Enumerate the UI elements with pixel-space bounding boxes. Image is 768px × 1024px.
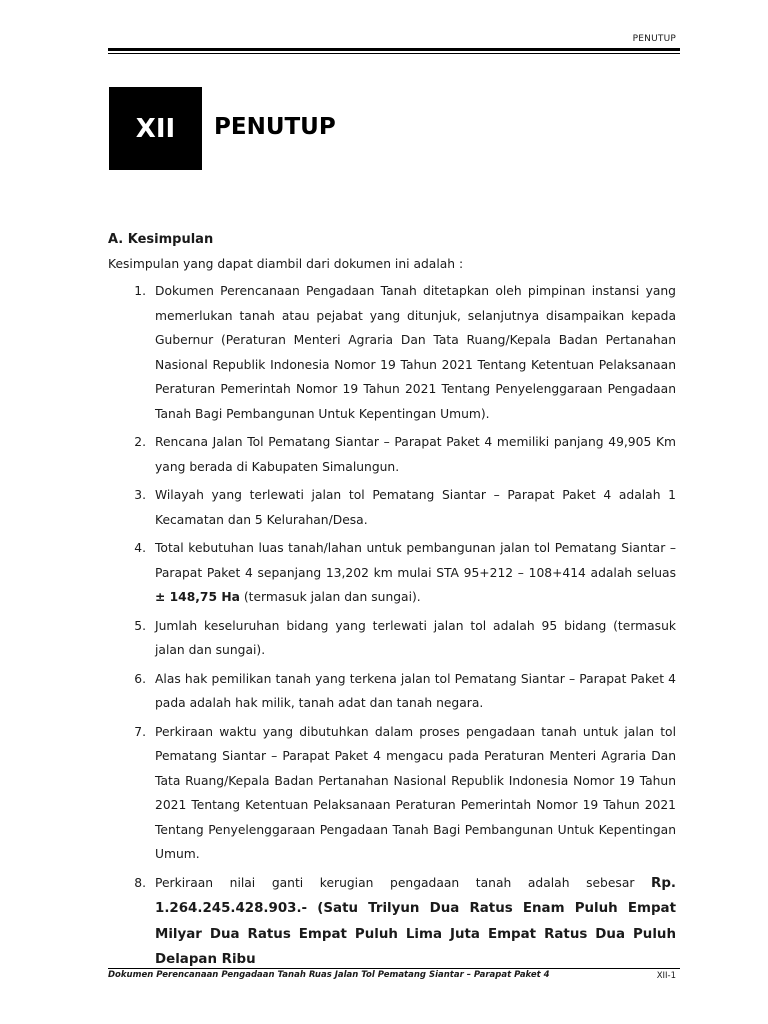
list-item-text: Dokumen Perencanaan Pengadaan Tanah ditetapkan oleh pimpinan instansi yang memerlukan tanah atau pejabat yang ditunjuk, selanjutnya disampaikan kepada Gubernur (Peraturan Menteri Agraria Dan Tata Ruang/Kepala Badan Pertanahan Nasional Republik Indonesia Nomor 19 Tahun 2021 Tentang Ketentuan Pelaksanaan Peraturan Pemerintah Nomor 19 Tahun 2021 Tentang Penyelenggaraan Pengadaan Tanah Bagi Pembangunan Untuk Kepentingan Umum).: [155, 284, 676, 421]
list-item-number: 1.: [134, 284, 146, 298]
list-item-text: Rencana Jalan Tol Pematang Siantar – Parapat Paket 4 memiliki panjang 49,905 Km yang berada di Kabupaten Simalungun.: [155, 435, 676, 474]
list-item: [108, 430, 676, 479]
header-label: PENUTUP: [632, 34, 676, 44]
list-item-number: 2.: [134, 435, 146, 449]
header-rule-thin: [108, 53, 680, 54]
list-item-text-part: Perkiraan nilai ganti kerugian pengadaan tanah adalah sebesar: [155, 875, 652, 890]
footer-document-title: Dokumen Perencanaan Pengadaan Tanah Ruas Jalan Tol Pematang Siantar – Parapat Paket 4: [108, 970, 550, 980]
section-intro: Kesimpulan yang dapat diambil dari dokumen ini adalah :: [108, 257, 464, 271]
chapter-number-box: [109, 87, 202, 170]
conclusion-list: [108, 279, 676, 977]
list-item-text: Jumlah keseluruhan bidang yang terlewati jalan tol adalah 95 bidang (termasuk jalan dan sungai).: [155, 618, 676, 657]
list-item: [108, 536, 676, 610]
section-heading: A. Kesimpulan: [108, 232, 214, 247]
list-item-number: 3.: [134, 488, 146, 502]
list-item-number: 5.: [134, 618, 146, 633]
list-item-text: [155, 871, 676, 973]
chapter-title: PENUTUP: [214, 114, 336, 140]
list-item-text: Wilayah yang terlewati jalan tol Pematang Siantar – Parapat Paket 4 adalah 1 Kecamatan dan 5 Kelurahan/Desa.: [155, 488, 676, 527]
list-item-number: 4.: [134, 541, 146, 555]
header-rule-thick: [108, 48, 680, 51]
compensation-amount: Rp. 1.264.245.428.903.- (Satu Trilyun Dua Ratus Enam Puluh Empat Milyar Dua Ratus Empat Puluh Lima Juta Empat Ratus Dua Puluh Delapan Ribu: [155, 875, 676, 967]
list-item-text: [155, 536, 676, 610]
footer-rule: [108, 968, 680, 969]
list-item: [108, 871, 676, 973]
list-item: [108, 279, 676, 426]
list-item-text: Alas hak pemilikan tanah yang terkena jalan tol Pematang Siantar – Parapat Paket 4 pada adalah hak milik, tanah adat dan tanah negara.: [155, 671, 676, 710]
list-item-text: Perkiraan waktu yang dibutuhkan dalam proses pengadaan tanah untuk jalan tol Pematang Siantar – Parapat Paket 4 mengacu pada Peraturan Menteri Agraria Dan Tata Ruang/Kepala Badan Pertanahan Nasional Republik Indonesia Nomor 19 Tahun 2021 Tentang Ketentuan Pelaksanaan Peraturan Pemerintah Nomor 19 Tahun 2021 Tentang Penyelenggaraan Pengadaan Tanah Bagi Pembangunan Untuk Kepentingan Umum.: [155, 724, 676, 861]
list-item-text-part: (termasuk jalan dan sungai).: [239, 590, 421, 604]
list-item: [108, 483, 676, 532]
list-item: [108, 614, 676, 663]
list-item-text-part: Total kebutuhan luas tanah/lahan untuk pembangunan jalan tol Pematang Siantar – Parapat Paket 4 sepanjang 13,202 km mulai STA 95+212 – 108+414 adalah seluas: [155, 541, 676, 580]
chapter-number: XII: [135, 113, 176, 144]
footer-page-number: XII-1: [656, 971, 676, 981]
area-total: ± 148,75 Ha: [155, 590, 240, 604]
list-item: [108, 720, 676, 867]
list-item-number: 7.: [134, 724, 146, 739]
list-item: [108, 667, 676, 716]
list-item-number: 8.: [134, 875, 146, 890]
list-item-number: 6.: [134, 671, 146, 686]
